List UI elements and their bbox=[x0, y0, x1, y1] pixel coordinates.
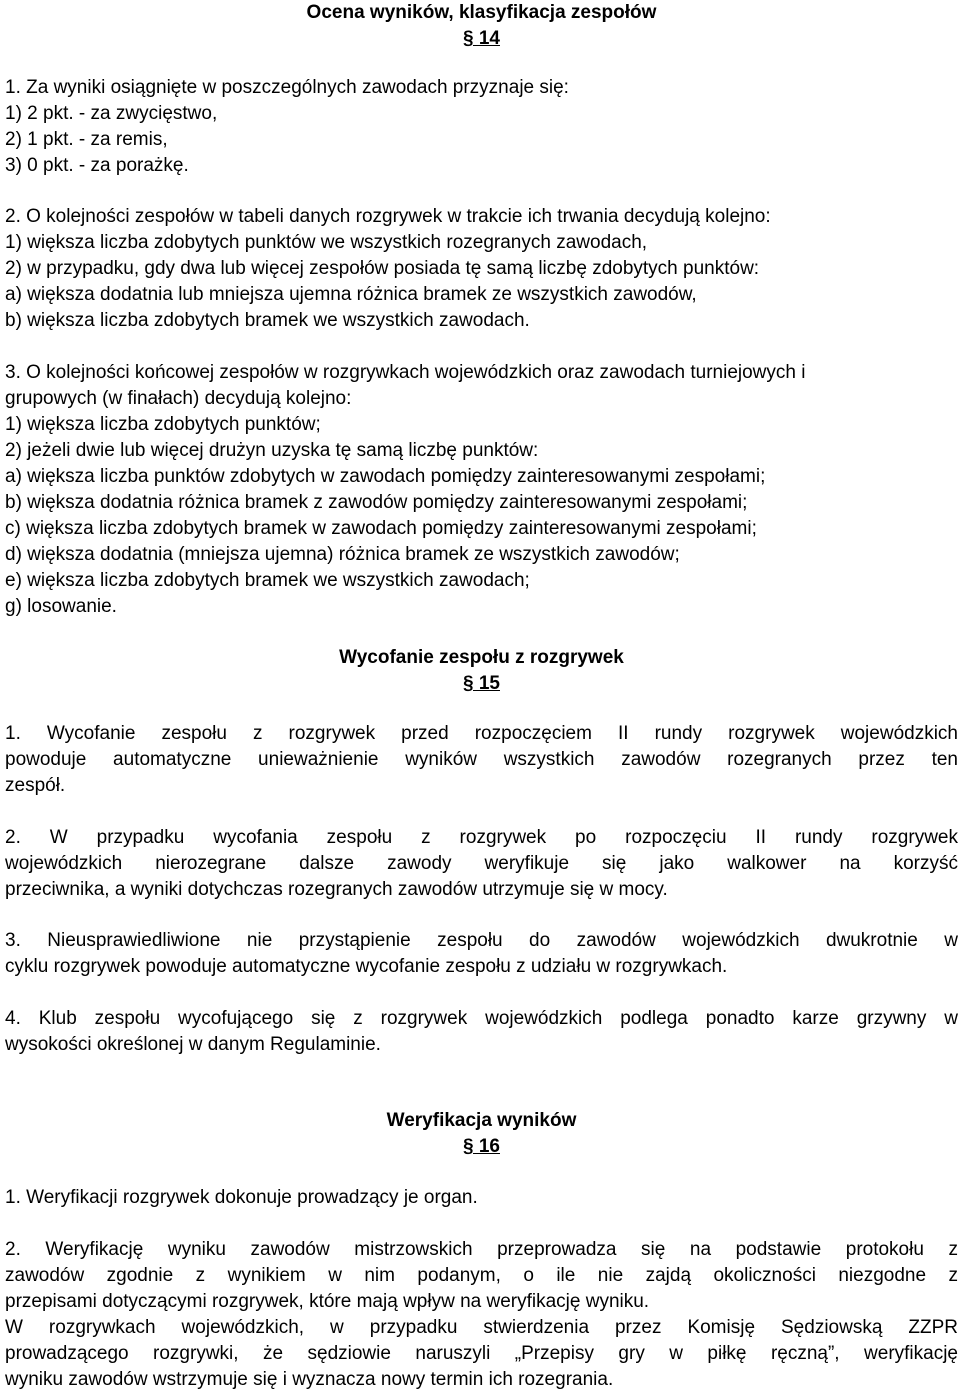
paragraph-line: b) większa liczba zdobytych bramek we wszystkich zawodach. bbox=[5, 310, 530, 331]
paragraph-line: grupowych (w finałach) decydują kolejno: bbox=[5, 388, 352, 409]
paragraph-line: 2) 1 pkt. - za remis, bbox=[5, 129, 168, 150]
section-title: Weryfikacja wyników bbox=[386, 1110, 577, 1131]
paragraph-line: zespół. bbox=[5, 775, 66, 796]
paragraph-line: e) większa liczba zdobytych bramek we wszystkich zawodach; bbox=[5, 570, 530, 591]
paragraph-line: przepisami dotyczącymi rozgrywek, które mają wpływ na weryfikację wyniku. bbox=[5, 1291, 650, 1312]
paragraph-line: 3. O kolejności końcowej zespołów w rozgrywkach wojewódzkich oraz zawodach turniejowych i bbox=[5, 362, 806, 383]
paragraph-number: § 15 bbox=[463, 673, 500, 694]
paragraph-line: a) większa dodatnia lub mniejsza ujemna różnica bramek ze wszystkich zawodów, bbox=[5, 284, 697, 305]
paragraph-line: 1. Wycofanie zespołu z rozgrywek przed rozpoczęciem II rundy rozgrywek wojewódzkich bbox=[5, 723, 958, 744]
section-title: Ocena wyników, klasyfikacja zespołów bbox=[306, 2, 657, 23]
paragraph-line: c) większa liczba zdobytych bramek w zawodach pomiędzy zainteresowanymi zespołami; bbox=[5, 518, 757, 539]
paragraph-line: cyklu rozgrywek powoduje automatyczne wycofanie zespołu z udziału w rozgrywkach. bbox=[5, 956, 728, 977]
paragraph-line: 3. Nieusprawiedliwione nie przystąpienie zespołu do zawodów wojewódzkich dwukrotnie w bbox=[5, 930, 958, 951]
paragraph-line: b) większa dodatnia różnica bramek z zawodów pomiędzy zainteresowanymi zespołami; bbox=[5, 492, 748, 513]
paragraph-line: zawodów zgodnie z wynikiem w nim podanym, o ile nie zajdą okoliczności niezgodne z bbox=[5, 1265, 958, 1286]
paragraph-number: § 16 bbox=[463, 1136, 500, 1157]
paragraph-line: wojewódzkich nierozegrane dalsze zawody weryfikuje się jako walkower na korzyść bbox=[5, 853, 958, 874]
paragraph-line: 2. Weryfikację wyniku zawodów mistrzowskich przeprowadza się na podstawie protokołu z bbox=[5, 1239, 958, 1260]
paragraph-line: wysokości określonej w danym Regulaminie. bbox=[5, 1034, 381, 1055]
paragraph-line: a) większa liczba punktów zdobytych w zawodach pomiędzy zainteresowanymi zespołami; bbox=[5, 466, 766, 487]
paragraph-line: 1. Za wyniki osiągnięte w poszczególnych zawodach przyznaje się: bbox=[5, 77, 569, 98]
paragraph-line: W rozgrywkach wojewódzkich, w przypadku stwierdzenia przez Komisję Sędziowską ZZPR bbox=[5, 1317, 958, 1338]
paragraph-line: 2) w przypadku, gdy dwa lub więcej zespołów posiada tę samą liczbę zdobytych punktów: bbox=[5, 258, 760, 279]
paragraph-line: 2. O kolejności zespołów w tabeli danych rozgrywek w trakcie ich trwania decydują kolejno: bbox=[5, 206, 771, 227]
paragraph-line: 1. Weryfikacji rozgrywek dokonuje prowadzący je organ. bbox=[5, 1187, 478, 1208]
paragraph-line: 1) większa liczba zdobytych punktów; bbox=[5, 414, 321, 435]
paragraph-line: 3) 0 pkt. - za porażkę. bbox=[5, 155, 189, 176]
paragraph-line: 2) jeżeli dwie lub więcej drużyn uzyska tę samą liczbę punktów: bbox=[5, 440, 539, 461]
paragraph-line: 4. Klub zespołu wycofującego się z rozgrywek wojewódzkich podlega ponadto karze grzywny w bbox=[5, 1008, 958, 1029]
paragraph-line: powoduje automatyczne unieważnienie wyników wszystkich zawodów rozegranych przez ten bbox=[5, 749, 958, 770]
paragraph-number: § 14 bbox=[463, 28, 500, 49]
paragraph-line: prowadzącego rozgrywki, że sędziowie naruszyli „Przepisy gry w piłkę ręczną”, weryfikację bbox=[5, 1343, 958, 1364]
paragraph-line: 1) 2 pkt. - za zwycięstwo, bbox=[5, 103, 218, 124]
paragraph-line: 2. W przypadku wycofania zespołu z rozgrywek po rozpoczęciu II rundy rozgrywek bbox=[5, 827, 958, 848]
paragraph-line: wyniku zawodów wstrzymuje się i wyznacza nowy termin ich rozegrania. bbox=[5, 1369, 614, 1390]
paragraph-line: 1) większa liczba zdobytych punktów we wszystkich rozegranych zawodach, bbox=[5, 232, 648, 253]
section-title: Wycofanie zespołu z rozgrywek bbox=[339, 647, 624, 668]
paragraph-line: d) większa dodatnia (mniejsza ujemna) różnica bramek ze wszystkich zawodów; bbox=[5, 544, 680, 565]
paragraph-line: przeciwnika, a wyniki dotychczas rozegranych zawodów utrzymuje się w mocy. bbox=[5, 879, 668, 900]
paragraph-line: g) losowanie. bbox=[5, 596, 117, 617]
